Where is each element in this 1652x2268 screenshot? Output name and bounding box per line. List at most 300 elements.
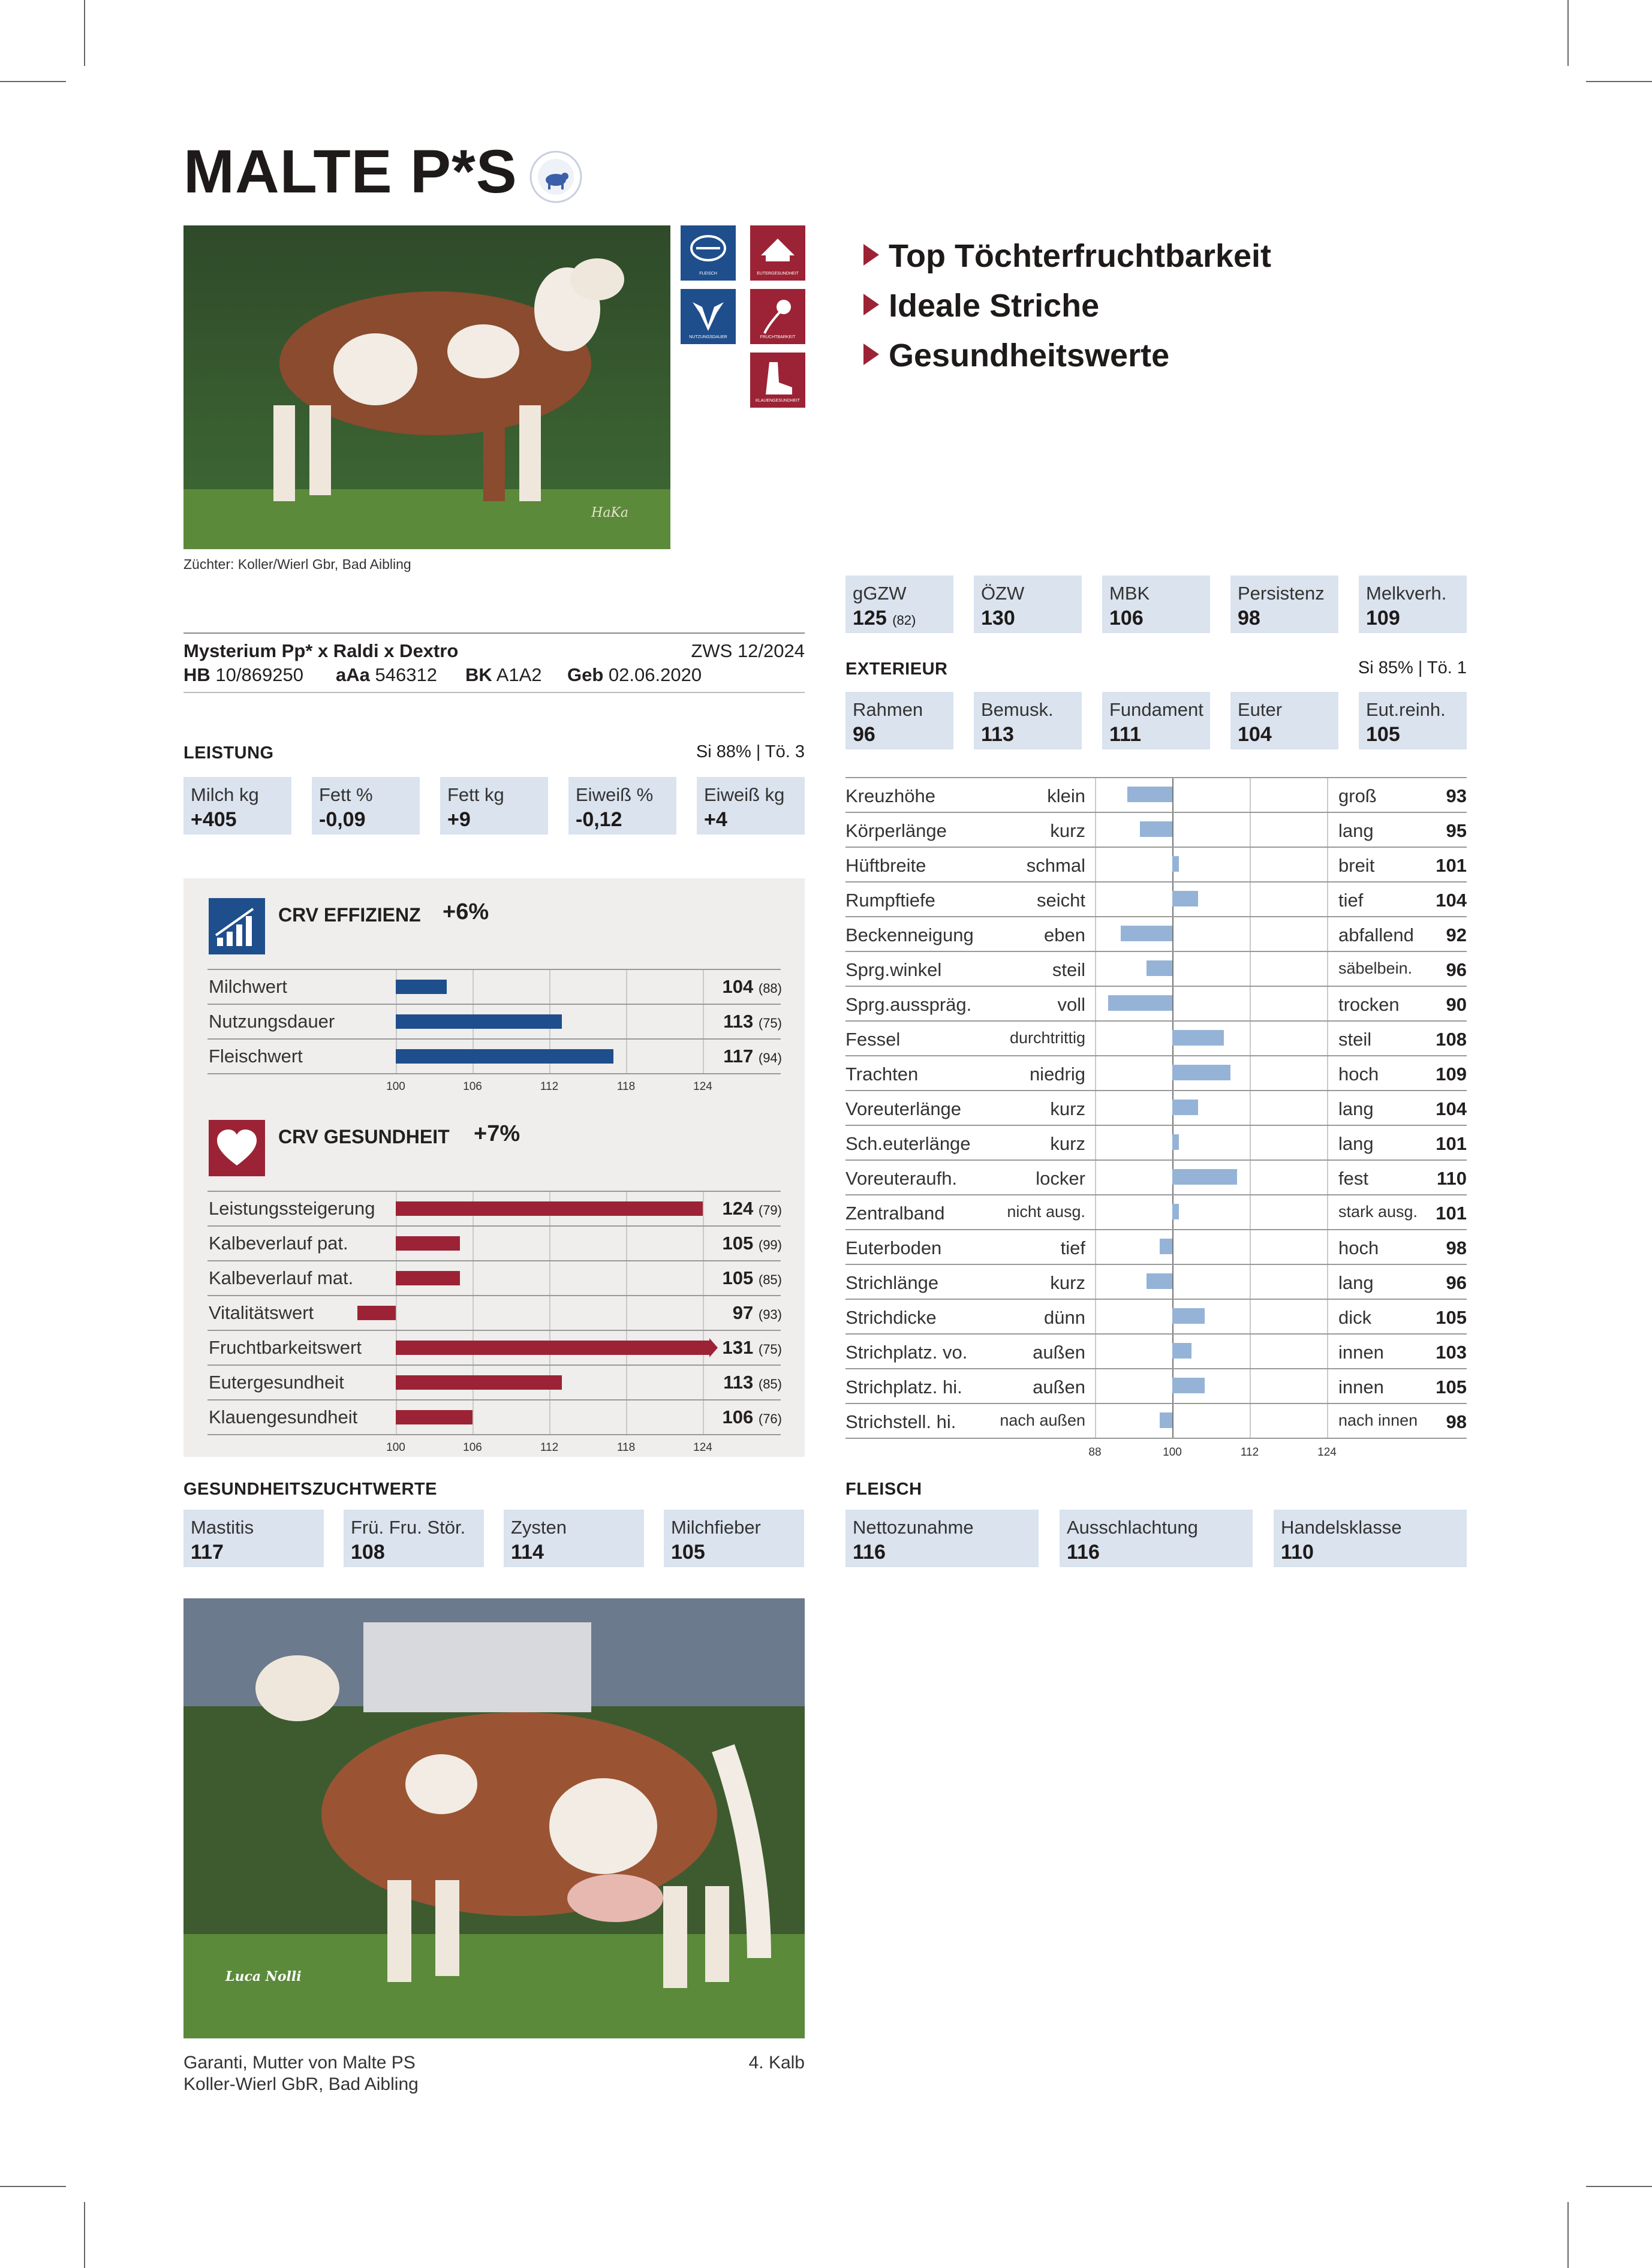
linear-right-pole: stark ausg. <box>1338 1203 1418 1221</box>
value-number: 131 <box>722 1337 754 1358</box>
index-box <box>1359 576 1467 633</box>
index-box-label: gGZW <box>853 583 907 604</box>
gzw-box <box>183 1510 324 1567</box>
row-line <box>845 1299 1467 1300</box>
linear-bar <box>1172 1378 1205 1393</box>
linear-trait: Sch.euterlänge <box>845 1133 971 1154</box>
nutzungsdauer-icon <box>681 289 736 344</box>
crv-gesundheit-title: CRV GESUNDHEIT <box>278 1126 450 1147</box>
linear-trait: Rumpftiefe <box>845 890 935 911</box>
beta-casein <box>465 664 542 686</box>
value-number: 105 <box>722 1267 754 1288</box>
fleisch-box-label: Ausschlachtung <box>1067 1517 1198 1538</box>
index-box <box>1102 576 1210 633</box>
crv-row-label: Eutergesundheit <box>209 1372 344 1393</box>
fleisch-box <box>1060 1510 1253 1567</box>
row-line <box>845 1020 1467 1022</box>
exterieur-box <box>1102 692 1210 749</box>
bk-value: A1A2 <box>496 664 542 685</box>
row-line <box>207 1295 781 1296</box>
dam-photo <box>183 1598 805 2038</box>
linear-value: 101 <box>1436 855 1467 876</box>
linear-trait: Strichdicke <box>845 1307 937 1328</box>
linear-left-pole: nicht ausg. <box>1007 1203 1085 1221</box>
linear-value: 98 <box>1446 1237 1467 1258</box>
linear-left-pole: kurz <box>1050 820 1085 841</box>
index-box <box>1230 576 1338 633</box>
value-number: 113 <box>723 1011 754 1032</box>
linear-value: 101 <box>1436 1133 1467 1154</box>
fleisch-box <box>1274 1510 1467 1567</box>
crv-bar <box>396 1375 562 1390</box>
linear-value: 109 <box>1436 1064 1467 1085</box>
row-line <box>845 1194 1467 1195</box>
linear-bar <box>1172 891 1198 906</box>
linear-value: 98 <box>1446 1411 1467 1432</box>
hb-label: HB <box>183 664 210 685</box>
linear-trait: Trachten <box>845 1064 919 1085</box>
klauengesundheit-icon <box>750 353 805 408</box>
index-box-value <box>1238 607 1260 630</box>
linear-bar <box>1147 1273 1172 1289</box>
leistung-box-label: Eiweiß kg <box>704 784 785 805</box>
crop-mark <box>1586 2186 1652 2187</box>
row-line <box>845 1403 1467 1404</box>
crv-row-label: Nutzungsdauer <box>209 1011 335 1032</box>
exterieur-box-value <box>981 723 1014 746</box>
value-reliability: (75) <box>758 1016 782 1031</box>
value-number: 104 <box>722 976 754 997</box>
fleisch-title: FLEISCH <box>845 1480 922 1499</box>
row-line <box>845 986 1467 987</box>
axis-tick-label: 106 <box>463 1080 482 1093</box>
linear-right-pole: innen <box>1338 1342 1384 1363</box>
crop-mark <box>0 81 66 82</box>
bk-label: BK <box>465 664 492 685</box>
exterieur-si: Si 85% | Tö. 1 <box>1358 658 1467 677</box>
crv-row-value <box>690 1198 782 1219</box>
crv-row-value <box>690 1233 782 1254</box>
grid-line <box>473 1191 474 1434</box>
value-number: 113 <box>723 1372 754 1393</box>
row-line <box>845 1229 1467 1230</box>
value-number: 106 <box>1109 607 1144 630</box>
linear-right-pole: lang <box>1338 1098 1374 1119</box>
aaa-label: aAa <box>336 664 370 685</box>
value-number: 109 <box>1366 607 1400 630</box>
value-number: 104 <box>1238 723 1272 746</box>
crv-bar <box>396 1236 460 1251</box>
linear-value: 105 <box>1436 1307 1467 1328</box>
grid-line <box>626 969 627 1073</box>
linear-left-pole: steil <box>1052 959 1085 980</box>
value-number: 117 <box>723 1046 754 1067</box>
linear-value: 90 <box>1446 994 1467 1015</box>
crv-bar <box>357 1306 396 1320</box>
crv-row-value <box>690 1011 782 1032</box>
grid-line <box>626 1191 627 1434</box>
linear-trait: Strichstell. hi. <box>845 1411 956 1432</box>
linear-left-pole: niedrig <box>1029 1064 1085 1085</box>
grid-line <box>1095 777 1096 1438</box>
divider <box>183 692 805 693</box>
exterieur-box-value <box>1109 723 1141 746</box>
linear-bar <box>1121 926 1172 941</box>
effizienz-icon <box>209 898 265 954</box>
linear-bar <box>1172 1204 1179 1219</box>
crv-bar <box>396 1014 562 1029</box>
leistung-box <box>440 777 548 835</box>
gzw-box-label: Milchfieber <box>671 1517 761 1538</box>
row-line <box>207 1004 781 1005</box>
linear-trait: Körperlänge <box>845 820 947 841</box>
icon-label: KLAUENGESUNDHEIT <box>756 399 800 403</box>
row-line <box>207 1073 781 1074</box>
crop-mark <box>1567 0 1569 66</box>
leistung-box-value <box>319 808 366 832</box>
leistung-box-value <box>447 808 471 832</box>
linear-value: 95 <box>1446 820 1467 841</box>
linear-trait: Hüftbreite <box>845 855 926 876</box>
linear-left-pole: kurz <box>1050 1272 1085 1293</box>
row-line <box>207 1225 781 1227</box>
fleisch-icon <box>681 225 736 281</box>
exterieur-box-value <box>853 723 875 746</box>
axis-tick-label: 124 <box>693 1441 712 1454</box>
grid-line <box>1327 777 1328 1438</box>
index-box <box>974 576 1082 633</box>
value-number: 125 <box>853 607 887 630</box>
linear-right-pole: lang <box>1338 1272 1374 1293</box>
grid-line <box>549 1191 550 1434</box>
gzw-box-value <box>191 1541 224 1564</box>
axis-tick-label: 112 <box>1240 1446 1259 1459</box>
crv-row-value <box>690 1406 782 1428</box>
value-number: 130 <box>981 607 1015 630</box>
index-box-value <box>853 607 916 630</box>
linear-left-pole: außen <box>1033 1342 1085 1363</box>
value-number: +4 <box>704 808 727 831</box>
grid-line <box>1250 777 1251 1438</box>
linear-trait: Strichplatz. hi. <box>845 1377 962 1397</box>
aaa-value: 546312 <box>375 664 437 685</box>
leistung-box-value <box>576 808 622 832</box>
value-number: 105 <box>1366 723 1400 746</box>
linear-right-pole: hoch <box>1338 1237 1379 1258</box>
crv-gesundheit-pct: +7% <box>474 1121 520 1146</box>
linear-right-pole: abfallend <box>1338 924 1414 945</box>
crv-bar <box>396 980 447 994</box>
fleisch-box-label: Handelsklasse <box>1281 1517 1402 1538</box>
dam-caption-line2: Koller-Wierl GbR, Bad Aibling <box>183 2074 419 2094</box>
leistung-title: LEISTUNG <box>183 743 274 763</box>
linear-right-pole: lang <box>1338 820 1374 841</box>
photo-credit: HaKa <box>591 505 628 520</box>
exterieur-title: EXTERIEUR <box>845 659 948 679</box>
value-reliability: (88) <box>758 981 782 996</box>
row-line <box>207 1191 781 1192</box>
gzw-box-value <box>351 1541 385 1564</box>
linear-left-pole: dünn <box>1044 1307 1085 1328</box>
linear-right-pole: trocken <box>1338 994 1400 1015</box>
crv-row-label: Leistungssteigerung <box>209 1198 375 1219</box>
crv-row-label: Vitalitätswert <box>209 1302 314 1323</box>
linear-bar <box>1160 1412 1173 1428</box>
bull-photo <box>183 225 670 549</box>
row-line <box>207 1434 781 1435</box>
row-line <box>845 1368 1467 1369</box>
seal-logo <box>529 150 583 204</box>
linear-left-pole: außen <box>1033 1377 1085 1397</box>
linear-right-pole: lang <box>1338 1133 1374 1154</box>
value-number: 97 <box>732 1302 754 1323</box>
fleisch-box-label: Nettozunahme <box>853 1517 974 1538</box>
value-number: 114 <box>511 1541 544 1564</box>
linear-right-pole: hoch <box>1338 1064 1379 1085</box>
row-line <box>845 1159 1467 1161</box>
divider <box>183 632 805 634</box>
value-number: -0,12 <box>576 808 622 831</box>
row-line <box>207 1365 781 1366</box>
value-number: +9 <box>447 808 471 831</box>
leistung-si: Si 88% | Tö. 3 <box>696 742 805 761</box>
linear-bar <box>1172 1343 1191 1359</box>
gzw-box <box>504 1510 644 1567</box>
page-title: MALTE P*S <box>183 137 517 206</box>
dam-calving: 4. Kalb <box>748 2053 805 2073</box>
value-number: 110 <box>1281 1541 1314 1564</box>
heart-icon <box>209 1120 265 1176</box>
index-box-label: MBK <box>1109 583 1150 604</box>
highlight-item <box>863 337 1169 374</box>
row-line <box>207 1260 781 1261</box>
crv-row-value <box>690 1337 782 1359</box>
linear-bar <box>1172 1065 1230 1080</box>
index-box-label: Persistenz <box>1238 583 1325 604</box>
linear-left-pole: voll <box>1057 994 1085 1015</box>
gzw-box-value <box>511 1541 544 1564</box>
gzw-box-value <box>671 1541 705 1564</box>
linear-right-pole: dick <box>1338 1307 1372 1328</box>
linear-trait: Voreuteraufh. <box>845 1168 958 1189</box>
linear-right-pole: fest <box>1338 1168 1368 1189</box>
row-line <box>845 847 1467 848</box>
value-number: 117 <box>191 1541 224 1564</box>
value-number: 111 <box>1109 723 1141 746</box>
geb-value: 02.06.2020 <box>608 664 702 685</box>
highlight-item <box>863 237 1271 275</box>
linear-value: 96 <box>1446 959 1467 980</box>
linear-value: 104 <box>1436 890 1467 911</box>
exterieur-box-label: Euter <box>1238 699 1283 720</box>
value-reliability: (82) <box>892 613 916 628</box>
row-line <box>207 1038 781 1040</box>
linear-value: 108 <box>1436 1029 1467 1050</box>
fruchtbarkeit-icon <box>750 289 805 344</box>
highlight-text: Gesundheitswerte <box>889 338 1170 374</box>
exterieur-box-value <box>1366 723 1400 746</box>
herdbook-number <box>183 664 303 686</box>
value-reliability: (99) <box>758 1237 782 1252</box>
row-line <box>207 1399 781 1400</box>
linear-left-pole: kurz <box>1050 1098 1085 1119</box>
crop-mark <box>1586 81 1652 82</box>
value-reliability: (75) <box>758 1342 782 1357</box>
linear-value: 96 <box>1446 1272 1467 1293</box>
crv-row-value <box>690 1046 782 1067</box>
axis-tick-label: 88 <box>1088 1446 1102 1459</box>
exterieur-box-label: Eut.reinh. <box>1366 699 1446 720</box>
highlight-item <box>863 287 1099 324</box>
index-box <box>845 576 953 633</box>
fleisch-box-value <box>1067 1541 1100 1564</box>
linear-left-pole: klein <box>1047 785 1085 806</box>
crv-row-label: Kalbeverlauf pat. <box>209 1233 348 1254</box>
crv-bar <box>396 1271 460 1285</box>
triangle-bullet-icon <box>863 344 879 365</box>
crv-effizienz-title: CRV EFFIZIENZ <box>278 904 421 926</box>
crv-bar <box>396 1341 709 1355</box>
geb-label: Geb <box>567 664 604 685</box>
leistung-box <box>183 777 291 835</box>
linear-right-pole: innen <box>1338 1377 1384 1397</box>
row-line <box>845 951 1467 952</box>
index-box-value <box>1366 607 1400 630</box>
crv-effizienz-pct: +6% <box>443 899 489 924</box>
linear-bar <box>1172 856 1179 872</box>
row-line <box>845 1438 1467 1439</box>
row-line <box>845 777 1467 778</box>
row-line <box>207 969 781 970</box>
triangle-bullet-icon <box>863 244 879 266</box>
axis-tick-label: 124 <box>693 1080 712 1093</box>
icon-label: NUTZUNGSDAUER <box>689 335 727 339</box>
axis-tick-label: 106 <box>463 1441 482 1454</box>
exterieur-box-label: Fundament <box>1109 699 1203 720</box>
crv-bar <box>396 1201 703 1216</box>
value-number: -0,09 <box>319 808 366 831</box>
triangle-bullet-icon <box>863 294 879 315</box>
leistung-box-label: Fett % <box>319 784 373 805</box>
icon-label: EUTERGESUNDHEIT <box>757 272 799 276</box>
linear-bar <box>1108 995 1173 1011</box>
linear-left-pole: eben <box>1044 924 1085 945</box>
crop-mark <box>84 0 85 66</box>
linear-left-pole: schmal <box>1026 855 1085 876</box>
value-number: 116 <box>1067 1541 1100 1564</box>
value-reliability: (76) <box>758 1411 782 1426</box>
linear-value: 101 <box>1436 1203 1467 1224</box>
linear-right-pole: säbelbein. <box>1338 959 1413 977</box>
linear-trait: Beckenneigung <box>845 924 974 945</box>
crv-row-label: Fleischwert <box>209 1046 303 1067</box>
linear-bar <box>1172 1169 1237 1185</box>
value-number: 116 <box>853 1541 886 1564</box>
value-number: +405 <box>191 808 237 831</box>
exterieur-box-label: Rahmen <box>853 699 923 720</box>
axis-tick-label: 100 <box>386 1441 405 1454</box>
linear-right-pole: steil <box>1338 1029 1372 1050</box>
linear-bar <box>1172 1308 1205 1324</box>
linear-bar <box>1172 1030 1224 1046</box>
linear-trait: Voreuterlänge <box>845 1098 962 1119</box>
linear-trait: Strichlänge <box>845 1272 939 1293</box>
gzw-box-label: Frü. Fru. Stör. <box>351 1517 466 1538</box>
value-number: 105 <box>671 1541 705 1564</box>
dam-caption-line1: Garanti, Mutter von Malte PS <box>183 2053 416 2073</box>
breeder-caption: Züchter: Koller/Wierl Gbr, Bad Aibling <box>183 556 411 572</box>
crv-bar <box>396 1049 613 1064</box>
gzw-box <box>664 1510 804 1567</box>
leistung-box-value <box>704 808 727 832</box>
leistung-box-value <box>191 808 237 832</box>
axis-tick-label: 112 <box>540 1441 559 1454</box>
axis-tick-label: 118 <box>616 1441 636 1454</box>
linear-right-pole: breit <box>1338 855 1375 876</box>
crv-row-value <box>690 976 782 998</box>
row-line <box>207 1330 781 1331</box>
linear-trait: Fessel <box>845 1029 901 1050</box>
linear-left-pole: durchtrittig <box>1009 1029 1085 1047</box>
crv-row-label: Fruchtbarkeitswert <box>209 1337 362 1358</box>
value-reliability: (93) <box>758 1307 782 1322</box>
axis-tick-label: 118 <box>616 1080 636 1093</box>
linear-value: 93 <box>1446 785 1467 806</box>
highlight-text: Top Töchterfruchtbarkeit <box>889 238 1272 274</box>
value-number: 124 <box>722 1198 754 1219</box>
linear-left-pole: locker <box>1036 1168 1085 1189</box>
leistung-box-label: Milch kg <box>191 784 259 805</box>
linear-value: 110 <box>1436 1168 1467 1189</box>
row-line <box>845 812 1467 813</box>
linear-trait: Kreuzhöhe <box>845 785 935 806</box>
index-box-value <box>981 607 1015 630</box>
crv-row-value <box>690 1372 782 1393</box>
crop-mark <box>0 2186 66 2187</box>
zws-date: ZWS 12/2024 <box>691 640 805 661</box>
linear-bar <box>1127 787 1172 802</box>
eutergesundheit-icon <box>750 225 805 281</box>
linear-trait: Zentralband <box>845 1203 945 1224</box>
icon-label: FLEISCH <box>699 272 717 276</box>
leistung-box <box>568 777 676 835</box>
row-line <box>845 1090 1467 1091</box>
linear-left-pole: nach außen <box>1000 1411 1085 1429</box>
photo-credit: Luca Nolli <box>225 1969 302 1984</box>
linear-value: 92 <box>1446 924 1467 945</box>
index-box-value <box>1109 607 1144 630</box>
linear-left-pole: tief <box>1060 1237 1085 1258</box>
gzw-box-label: Mastitis <box>191 1517 254 1538</box>
crop-mark <box>84 2202 85 2268</box>
exterieur-box <box>1230 692 1338 749</box>
crv-bar <box>396 1410 473 1424</box>
linear-bar <box>1140 821 1172 837</box>
axis-tick-label: 124 <box>1317 1446 1337 1459</box>
fleisch-box-value <box>853 1541 886 1564</box>
exterieur-box <box>974 692 1082 749</box>
row-line <box>845 1055 1467 1056</box>
crop-mark <box>1567 2202 1569 2268</box>
linear-right-pole: tief <box>1338 890 1364 911</box>
index-box-label: Melkverh. <box>1366 583 1447 604</box>
birth-date <box>567 664 702 686</box>
crv-row-value <box>690 1267 782 1289</box>
row-line <box>845 916 1467 917</box>
linear-bar <box>1172 1100 1198 1115</box>
value-number: 98 <box>1238 607 1260 630</box>
linear-value: 105 <box>1436 1377 1467 1397</box>
